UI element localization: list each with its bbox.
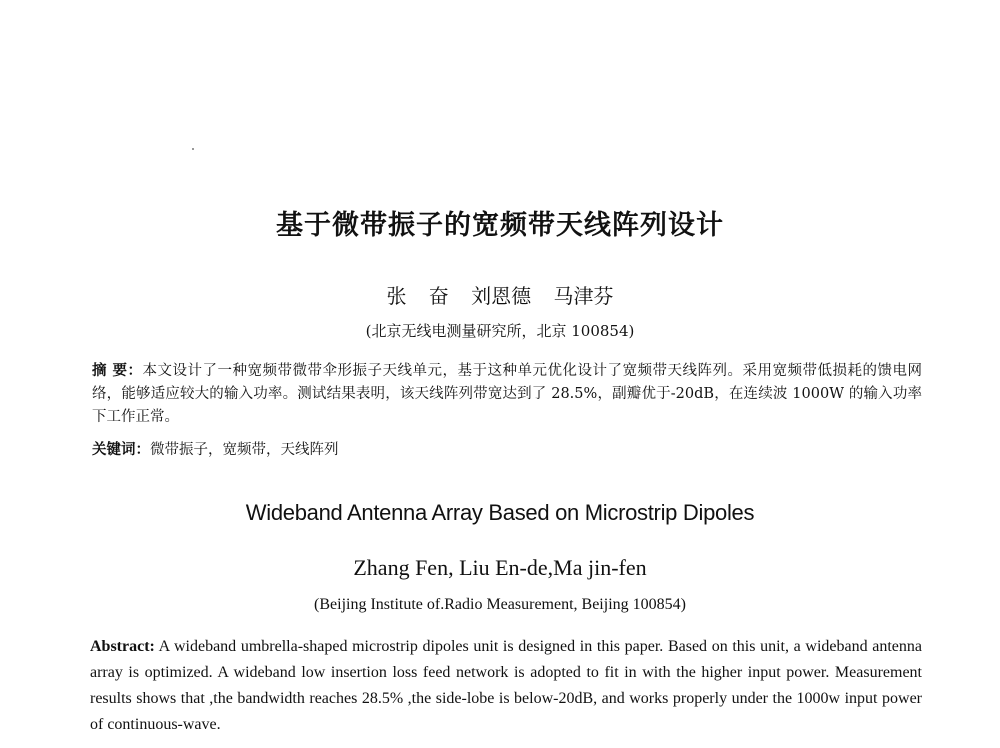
abstract-chinese-text: 本文设计了一种宽频带微带伞形振子天线单元，基于这种单元优化设计了宽频带天线阵列。采用宽频带低损耗的馈电网络，能够适应较大的输入功率。测试结果表明，该天线阵列带宽达到了 28.5%，副瓣优于-20dB，在连续波 1000W 的输入功率下工作正常。 [92,363,922,425]
abstract-english-text: A wideband umbrella-shaped microstrip dipoles unit is designed in this paper. Based on this unit, a wideband antenna array is optimized. A wideband low insertion loss feed network is adopted to fit in with the higher input power. Measurement results shows that ,the bandwidth reaches 28.5% ,the side-lobe is below-20dB, and works properly under the 1000w input power of continuous-wave. [90,638,923,733]
paper-title-english: Wideband Antenna Array Based on Microstrip Dipoles [245,500,755,525]
authors-chinese: 张 奋 刘恩德 马津芬 [386,284,614,308]
abstract-chinese-label: 摘 要： [92,363,143,379]
scan-speck [192,148,194,150]
keywords-chinese-text: 微带振子，宽频带，天线阵列 [150,442,339,458]
abstract-english-label: Abstract: [90,638,155,655]
affiliation-chinese: (北京无线电测量研究所，北京 100854) [365,322,635,340]
authors-english: Zhang Fen, Liu En-de,Ma jin-fen [353,555,647,580]
affiliation-english: (Beijing Institute of.Radio Measurement, Beijing 100854) [314,596,686,613]
keywords-chinese [92,439,922,461]
abstract-chinese [92,360,922,429]
paper-title-chinese: 基于微带振子的宽频带天线阵列设计 [276,210,724,241]
abstract-english [90,634,922,738]
keywords-chinese-label: 关键词： [92,442,150,458]
